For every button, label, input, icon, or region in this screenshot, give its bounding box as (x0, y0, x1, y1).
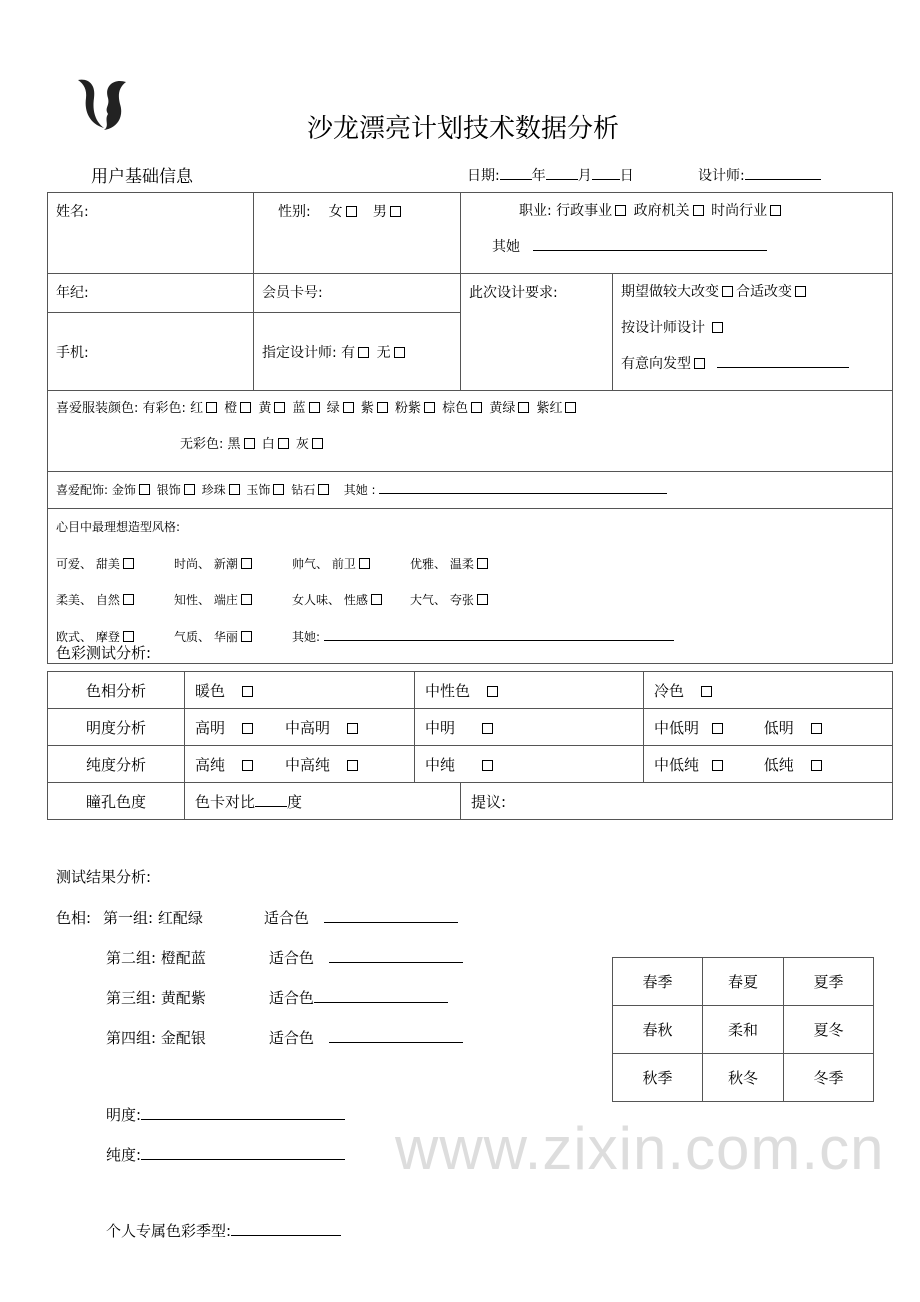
occ-other-label: 其她 (492, 239, 520, 255)
suggestion-field[interactable]: 提议: (461, 783, 893, 820)
occ-checkbox[interactable] (770, 205, 781, 216)
warm-option[interactable]: 暖色 (185, 672, 415, 709)
design-req-options (613, 274, 893, 391)
male-label: 男 (372, 204, 387, 220)
req-checkbox[interactable] (722, 286, 733, 297)
checkbox[interactable] (274, 402, 285, 413)
gender-label: 性别: (278, 204, 311, 220)
checkbox[interactable] (206, 402, 217, 413)
suit-input[interactable] (324, 909, 458, 923)
checkbox[interactable] (471, 402, 482, 413)
chromatic-option[interactable]: 黄绿 (489, 401, 516, 416)
member-label: 会员卡号: (262, 285, 323, 301)
chromatic-option[interactable]: 棕色 (442, 401, 469, 416)
member-cell[interactable] (254, 274, 461, 313)
hue-group-row (106, 1027, 463, 1048)
female-checkbox[interactable] (346, 206, 357, 217)
neutral-option[interactable]: 中性色 (415, 672, 644, 709)
hue-group-row (106, 947, 463, 968)
checkbox[interactable] (518, 402, 529, 413)
chromatic-option[interactable]: 黄 (258, 401, 272, 416)
occupation-cell (461, 193, 893, 274)
group-pair: 橙配蓝 (160, 949, 206, 967)
purity-mid-option[interactable]: 中纯 (415, 746, 644, 783)
pupil-label: 瞳孔色度 (48, 783, 185, 820)
designated-label: 指定设计师: (262, 344, 337, 361)
occ-checkbox[interactable] (615, 205, 626, 216)
brightness-label: 明度分析 (48, 709, 185, 746)
accessories-cell (48, 472, 893, 509)
accessory-option[interactable]: 银饰 (156, 483, 181, 497)
logo (74, 76, 130, 136)
accessories-label: 喜爱配饰: (56, 483, 109, 497)
page-title: 沙龙漂亮计划技术数据分析 (307, 114, 620, 144)
male-checkbox[interactable] (390, 206, 401, 217)
chromatic-label: 有彩色: (142, 401, 186, 416)
checkbox[interactable] (343, 402, 354, 413)
date-field[interactable] (467, 165, 634, 185)
season-cell[interactable]: 柔和 (703, 1006, 784, 1054)
style-cell (48, 509, 893, 664)
achromatic-label: 无彩色: (180, 437, 224, 452)
age-cell[interactable] (48, 274, 254, 313)
chromatic-option[interactable]: 紫红 (536, 401, 563, 416)
accessory-option[interactable]: 珍珠 (201, 483, 226, 497)
style-option[interactable]: 可爱、 甜美 (56, 546, 174, 583)
style-row (56, 546, 884, 583)
checkbox[interactable] (184, 484, 195, 495)
date-label: 日期: (467, 168, 500, 184)
no-label: 无 (376, 344, 391, 361)
hue-label: 色相分析 (48, 672, 185, 709)
acc-other-input[interactable] (379, 480, 667, 494)
season-cell[interactable]: 秋冬 (703, 1054, 784, 1102)
req-checkbox[interactable] (712, 322, 723, 333)
checkbox[interactable] (309, 402, 320, 413)
group-label: 第四组: (106, 1029, 157, 1047)
group-pair: 金配银 (160, 1029, 206, 1047)
chromatic-option[interactable]: 紫 (360, 401, 374, 416)
client-info-table (47, 192, 893, 664)
season-cell[interactable]: 春夏 (703, 958, 784, 1006)
yes-label: 有 (341, 344, 356, 361)
season-cell[interactable]: 春季 (613, 958, 703, 1006)
style-option[interactable]: 帅气、 前卫 (292, 546, 410, 583)
name-cell[interactable] (48, 193, 254, 274)
suit-label: 适合色 (263, 909, 309, 927)
brightness-mid-option[interactable]: 中明 (415, 709, 644, 746)
suit-label: 适合色 (268, 989, 314, 1007)
chromatic-option[interactable]: 粉紫 (395, 401, 422, 416)
designer-field[interactable] (698, 165, 821, 185)
req-option: 有意向发型 (621, 356, 691, 372)
brightness-low-options[interactable]: 中低明 低明 (644, 709, 893, 746)
req-option: 按设计师设计 (621, 320, 705, 336)
color-pref-cell (48, 391, 893, 472)
accessory-option[interactable]: 玉饰 (246, 483, 271, 497)
checkbox[interactable] (273, 484, 284, 495)
purity-high-options[interactable]: 高纯 中高纯 (185, 746, 415, 783)
year-label: 年 (531, 168, 546, 184)
season-cell[interactable]: 夏季 (784, 958, 874, 1006)
no-checkbox[interactable] (394, 347, 405, 358)
designer-label: 设计师: (698, 168, 745, 184)
yes-checkbox[interactable] (358, 347, 369, 358)
achromatic-option[interactable]: 灰 (295, 437, 309, 452)
checkbox[interactable] (312, 438, 323, 449)
chromatic-option[interactable]: 橙 (224, 401, 238, 416)
style-option[interactable]: 气质、 华丽 (174, 619, 292, 656)
female-label: 女 (328, 204, 343, 220)
req-checkbox[interactable] (795, 286, 806, 297)
group-label: 第二组: (106, 949, 157, 967)
suit-input[interactable] (329, 949, 463, 963)
occ-other-input[interactable] (533, 237, 767, 251)
card-compare-field[interactable]: 色卡对比 度 (185, 783, 461, 820)
section-user-info: 用户基础信息 (91, 167, 193, 187)
checkbox[interactable] (278, 438, 289, 449)
purity-low-options[interactable]: 中低纯 低纯 (644, 746, 893, 783)
req-option: 合适改变 (736, 284, 792, 300)
season-table (612, 957, 874, 1102)
chromatic-option[interactable]: 红 (190, 401, 204, 416)
occ-checkbox[interactable] (693, 205, 704, 216)
hairstyle-input[interactable] (717, 354, 849, 368)
checkbox[interactable] (565, 402, 576, 413)
style-row (56, 582, 884, 619)
checkbox[interactable] (229, 484, 240, 495)
style-option[interactable]: 女人味、 性感 (292, 582, 410, 619)
chromatic-option[interactable]: 绿 (326, 401, 340, 416)
suit-label: 适合色 (268, 949, 314, 967)
season-cell[interactable]: 春秋 (613, 1006, 703, 1054)
acc-other-label: 其她 : (343, 483, 376, 497)
style-option[interactable]: 时尚、 新潮 (174, 546, 292, 583)
checkbox[interactable] (240, 402, 251, 413)
checkbox[interactable] (139, 484, 150, 495)
group-label: 第一组: (103, 909, 154, 927)
style-other-input[interactable] (324, 627, 674, 641)
season-type-field[interactable]: 个人专属色彩季型: (106, 1220, 341, 1241)
group-pair: 黄配紫 (160, 989, 206, 1007)
brightness-field[interactable]: 明度: (106, 1104, 345, 1125)
age-label: 年纪: (56, 285, 89, 301)
occupation-label: 职业: (519, 203, 552, 219)
checkbox[interactable] (318, 484, 329, 495)
gender-cell (254, 193, 461, 274)
hue-group-row (106, 987, 448, 1008)
style-option[interactable]: 优雅、 温柔 (410, 546, 528, 583)
colors-label: 喜爱服装颜色: (56, 401, 139, 416)
brightness-high-options[interactable]: 高明 中高明 (185, 709, 415, 746)
achromatic-option[interactable]: 白 (261, 437, 275, 452)
purity-label: 纯度分析 (48, 746, 185, 783)
group-pair: 红配绿 (157, 909, 203, 927)
group-label: 第三组: (106, 989, 157, 1007)
month-label: 月 (577, 168, 592, 184)
season-cell[interactable]: 冬季 (784, 1054, 874, 1102)
checkbox[interactable] (424, 402, 435, 413)
suit-input[interactable] (314, 989, 448, 1003)
color-test-title: 色彩测试分析: (56, 644, 152, 662)
suit-label: 适合色 (268, 1029, 314, 1047)
color-test-table (47, 671, 893, 820)
req-option: 期望做较大改变 (621, 284, 719, 300)
hue-label: 色相: (56, 909, 92, 927)
style-option[interactable]: 欧式、 摩登 (56, 619, 174, 656)
achromatic-option[interactable]: 黑 (227, 437, 241, 452)
occ-option: 行政事业 (556, 203, 613, 219)
season-cell[interactable]: 夏冬 (784, 1006, 874, 1054)
chromatic-option[interactable]: 蓝 (292, 401, 306, 416)
style-option[interactable]: 知性、 端庄 (174, 582, 292, 619)
checkbox[interactable] (377, 402, 388, 413)
req-checkbox[interactable] (694, 358, 705, 369)
style-option[interactable]: 大气、 夸张 (410, 582, 528, 619)
style-option[interactable]: 柔美、 自然 (56, 582, 174, 619)
style-label: 心目中最理想造型风格: (56, 520, 181, 534)
phone-cell[interactable] (48, 313, 254, 391)
watermark: www.zixin.com.cn (395, 1115, 885, 1182)
style-other-label: 其她: (292, 629, 321, 644)
accessory-option[interactable]: 钻石 (291, 483, 316, 497)
occ-option: 时尚行业 (711, 203, 768, 219)
design-req-label: 此次设计要求: (469, 285, 558, 301)
cool-option[interactable]: 冷色 (644, 672, 893, 709)
occ-option: 政府机关 (633, 203, 690, 219)
purity-field[interactable]: 纯度: (106, 1144, 345, 1165)
suit-input[interactable] (329, 1029, 463, 1043)
result-title: 测试结果分析: (56, 868, 152, 886)
style-row (56, 619, 884, 656)
design-req-cell (461, 274, 613, 391)
phone-label: 手机: (56, 344, 89, 361)
season-cell[interactable]: 秋季 (613, 1054, 703, 1102)
name-label: 姓名: (56, 204, 89, 220)
accessory-option[interactable]: 金饰 (111, 483, 136, 497)
checkbox[interactable] (244, 438, 255, 449)
hue-group-row (103, 907, 458, 928)
designated-cell (254, 313, 461, 391)
day-label: 日 (619, 168, 634, 184)
